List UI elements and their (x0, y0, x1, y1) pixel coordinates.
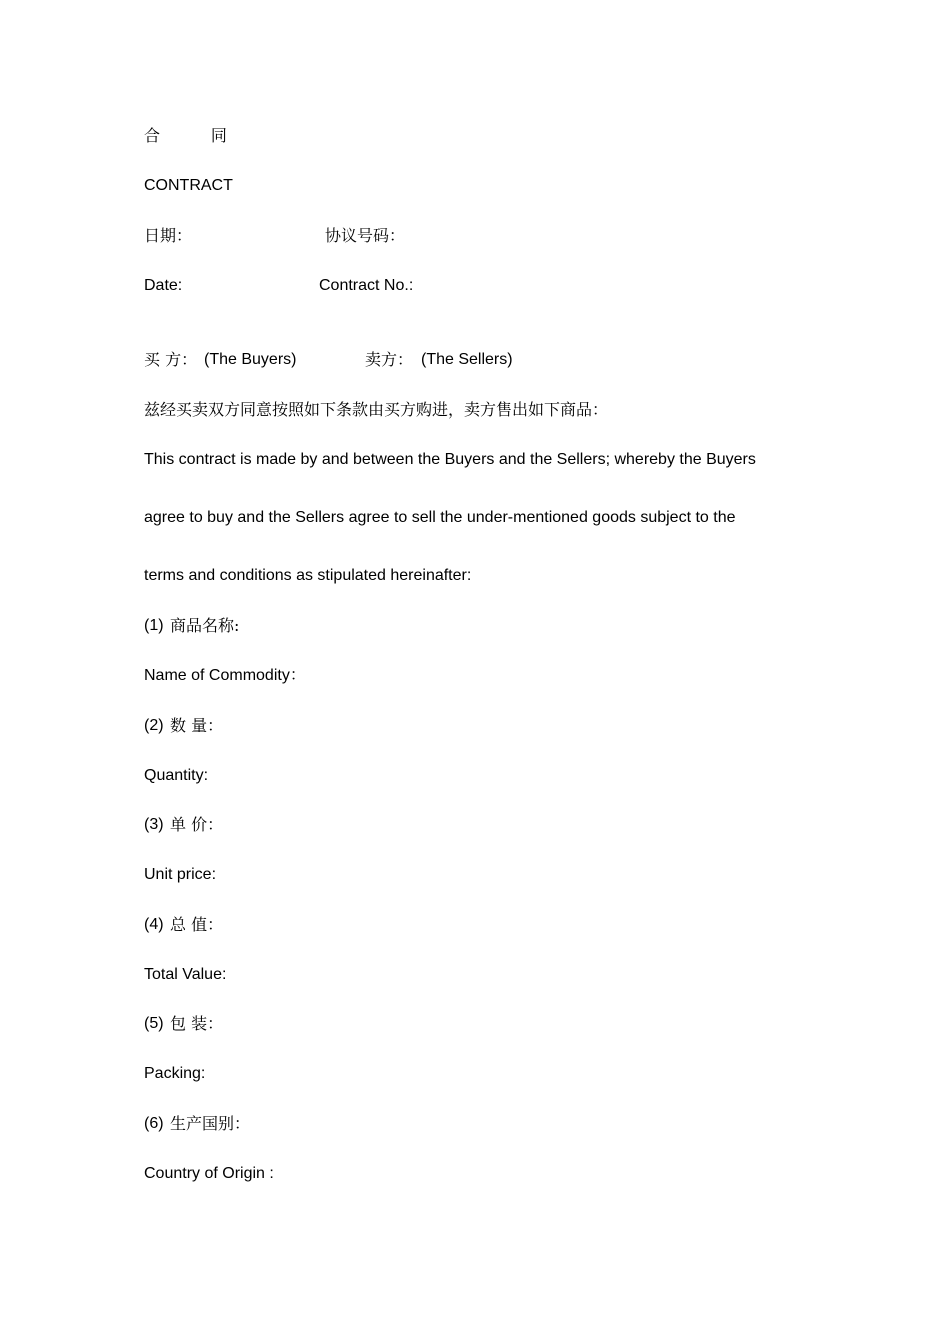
clause-number: (6) (144, 1115, 164, 1132)
clause-label-en: Country of Origin : (144, 1165, 274, 1182)
sellers-label-en: (The Sellers) (421, 351, 513, 368)
clause-number: (5) (144, 1015, 164, 1032)
clause-number: (3) (144, 816, 164, 833)
clause-label-en: Total Value: (144, 966, 227, 983)
clause-number: (4) (144, 916, 164, 933)
clause-label-cn: 生产国别： (170, 1114, 251, 1133)
date-label-cn: 日期： (144, 226, 193, 245)
title-en: CONTRACT (144, 177, 233, 194)
clause-label-en: Packing: (144, 1065, 206, 1082)
clause-number: (1) (144, 617, 164, 634)
date-label-en: Date: (144, 277, 183, 294)
contract-no-label-cn: 协议号码： (325, 226, 406, 245)
buyers-label-en: (The Buyers) (204, 351, 297, 368)
contract-no-label-en: Contract No.: (319, 277, 414, 294)
clause-label-en: Quantity: (144, 767, 209, 784)
clause-label-cn: 商品名称: (170, 616, 240, 635)
clause-number: (2) (144, 717, 164, 734)
clause-label-cn: 包 装： (170, 1014, 224, 1033)
clause-label-en: Name of Commodity： (144, 667, 306, 684)
clause-label-cn: 总 值： (170, 915, 224, 934)
clause-label-en: Unit price: (144, 866, 217, 883)
title-cn: 合 同 (144, 126, 227, 145)
intro-en-line-1: This contract is made by and between the Buyers and the Sellers; whereby the Buyers (144, 451, 756, 468)
intro-cn: 兹经买卖双方同意按照如下条款由买方购进，卖方售出如下商品： (144, 400, 609, 419)
intro-en-line-3: terms and conditions as stipulated hereinafter: (144, 567, 472, 584)
buyers-label-cn: 买 方： (144, 350, 198, 369)
intro-en-line-2: agree to buy and the Sellers agree to sell the under-mentioned goods subject to the (144, 509, 736, 526)
sellers-label-cn: 卖方： (365, 350, 414, 369)
clause-label-cn: 数 量： (170, 716, 224, 735)
clause-label-cn: 单 价： (170, 815, 224, 834)
